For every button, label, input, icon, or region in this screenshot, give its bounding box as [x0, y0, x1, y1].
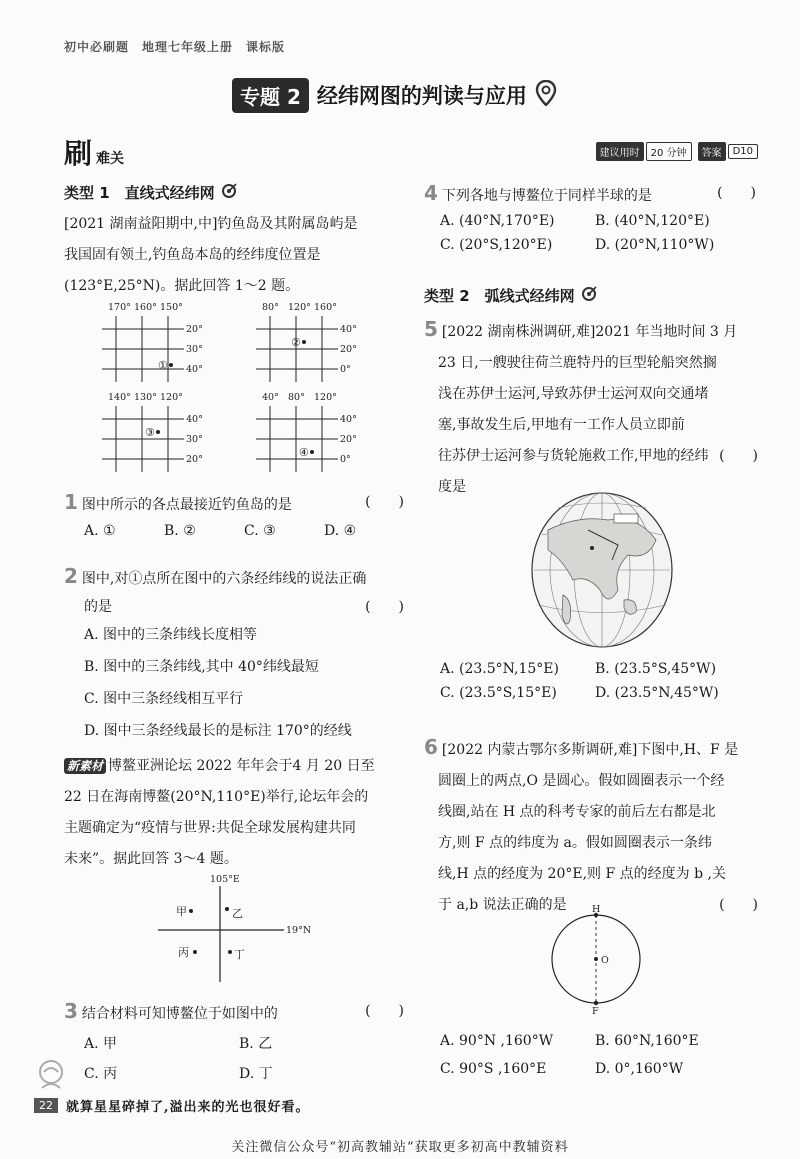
material-line: 22 日在海南博鳌(20°N,110°E)举行,论坛年会的 [64, 789, 369, 805]
location-point [302, 340, 306, 344]
question-2 [64, 562, 404, 621]
latitude-label: 20° [186, 454, 203, 465]
option-c[interactable]: C. (20°S,120°E) [440, 237, 553, 253]
point-label: 丙 [178, 946, 189, 959]
question-5 [424, 314, 758, 503]
topic-title-bar [232, 78, 557, 112]
question-line: [2022 内蒙古鄂尔多斯调研,难]下图中,H、F 是 [441, 742, 739, 758]
question-text: 图中,对①点所在图中的六条经纬线的说法正确 [81, 571, 367, 587]
option-d[interactable]: D. 图中三条经线最长的是标注 170°的经线 [84, 723, 352, 739]
option-d[interactable]: D. 丁 [239, 1066, 273, 1082]
point-marker-label: ④ [299, 446, 309, 459]
point-label: 乙 [232, 907, 243, 920]
question-3 [64, 997, 404, 1028]
q5-options [440, 661, 750, 701]
latitude-label: 40° [186, 364, 203, 375]
answer-bracket: ( ) [717, 185, 756, 201]
option-b[interactable]: B. 60°N,160°E [595, 1033, 699, 1049]
option-c[interactable]: C. 图中三条经线相互平行 [84, 691, 244, 707]
option-a[interactable]: A. 甲 [84, 1036, 118, 1052]
longitude-label: 160° [314, 302, 337, 313]
longitude-label: 40° [262, 392, 279, 403]
intro-line: 我国固有领土,钓鱼岛本岛的经纬度位置是 [64, 247, 321, 263]
q3-options [84, 1033, 394, 1083]
option-c[interactable]: C. 90°S ,160°E [440, 1061, 547, 1077]
time-label: 建议用时 [596, 142, 644, 161]
longitude-label: 80° [262, 302, 279, 313]
question-line: 方,则 F 点的纬度为 a。假如圆圈表示一条纬 [438, 835, 712, 851]
q2-options [84, 619, 414, 747]
answer-bracket: ( ) [365, 1003, 404, 1019]
latitude-label: 0° [340, 364, 351, 375]
latitude-label: 40° [340, 414, 357, 425]
type2-title-text: 类型 2 弧线式经纬网 [424, 287, 575, 305]
question-number: 1 [64, 490, 78, 514]
answer-bracket: ( ) [719, 897, 758, 913]
option-c[interactable]: C. 丙 [84, 1066, 118, 1082]
question-line: [2022 湖南株洲调研,难]2021 年当地时间 3 月 [441, 324, 738, 340]
longitude-label: 80° [288, 392, 305, 403]
longitude-label: 140° [108, 392, 131, 403]
question-1 [64, 488, 404, 519]
option-a[interactable]: A. 图中的三条纬线长度相等 [84, 627, 258, 643]
longitude-label: 130° [134, 392, 157, 403]
series-header: 初中必刷题 地理七年级上册 课标版 [64, 40, 286, 54]
target-icon [581, 286, 597, 306]
latitude-label: 40° [340, 324, 357, 335]
question-line: 浅在苏伊士运河,导致苏伊士运河双向交通堵 [438, 386, 709, 402]
footer-wechat-note: 关注微信公众号“初高教辅站”获取更多初高中教辅资料 [231, 1140, 569, 1155]
latitude-label: 40° [186, 414, 203, 425]
option-c[interactable]: C. ③ [244, 523, 276, 539]
option-d[interactable]: D. ④ [324, 523, 357, 539]
material-line: 主题确定为“疫情与世界:共促全球发展构建共同 [64, 820, 356, 836]
answer-bracket: ( ) [365, 599, 404, 615]
question-text: 结合材料可知博鳌位于如图中的 [81, 1006, 278, 1022]
question-number: 4 [424, 181, 438, 205]
option-c[interactable]: C. (23.5°S,15°E) [440, 685, 557, 701]
answer-bracket: ( ) [719, 448, 758, 464]
question-4 [424, 179, 756, 210]
type1-intro [64, 209, 408, 302]
question-line: 于 a,b 说法正确的是 [438, 897, 567, 913]
option-b[interactable]: B. (40°N,120°E) [595, 213, 710, 229]
latitude-label: 20° [186, 324, 203, 335]
question-line: 圆圈上的两点,O 是圆心。假如圆圈表示一个经 [438, 773, 725, 789]
difficulty-level: 难关 [96, 151, 125, 167]
type1-title [64, 182, 237, 203]
option-d[interactable]: D. 0°,160°W [595, 1061, 684, 1077]
intro-line: (123°E,25°N)。据此回答 1～2 题。 [64, 278, 300, 294]
point-f-label: F [592, 1006, 599, 1015]
point-marker-label: ③ [145, 426, 155, 439]
option-b[interactable]: B. 乙 [239, 1036, 273, 1052]
longitude-label: 150° [160, 302, 183, 313]
option-a[interactable]: A. ① [84, 523, 116, 539]
option-a[interactable]: A. 90°N ,160°W [440, 1033, 554, 1049]
lat-lon-grid-maps [90, 298, 390, 473]
intro-line: [2021 湖南益阳期中,中]钓鱼岛及其附属岛屿是 [64, 216, 358, 232]
option-b[interactable]: B. 图中的三条纬线,其中 40°纬线最短 [84, 659, 319, 675]
question-line: 23 日,一艘驶往荷兰鹿特丹的巨型轮船突然搁 [438, 355, 717, 371]
question-line: 线圈,站在 H 点的科考专家的前后左右都是北 [438, 804, 716, 820]
location-point [310, 450, 314, 454]
question-number: 3 [64, 999, 78, 1023]
latitude-label: 30° [186, 344, 203, 355]
target-icon [221, 183, 237, 203]
circle-diagram [548, 903, 648, 1015]
option-d[interactable]: D. (23.5°N,45°W) [595, 685, 719, 701]
topic-title: 经纬网图的判读与应用 [316, 84, 527, 108]
page-number: 22 [34, 1098, 58, 1113]
brush-char: 刷 [64, 137, 93, 170]
latitude-label: 20° [340, 344, 357, 355]
question-number: 2 [64, 564, 78, 588]
time-value: 20 分钟 [646, 142, 692, 161]
new-material-passage [64, 751, 408, 875]
point-marker-label: ① [158, 359, 168, 372]
longitude-label: 160° [134, 302, 157, 313]
question-number: 5 [424, 317, 438, 341]
time-answer-tags [596, 142, 758, 161]
meridian-label: 105°E [210, 874, 240, 885]
grid-map-1 [102, 302, 203, 382]
question-line: 度是 [438, 479, 466, 495]
question-text: 的是 [84, 599, 112, 615]
point-label: 甲 [176, 905, 187, 918]
q6-options [440, 1033, 750, 1077]
question-6 [424, 732, 758, 921]
material-line: 博鳌亚洲论坛 2022 年年会于4 月 20 日至 [108, 758, 375, 774]
new-material-tag: 新素材 [64, 758, 106, 774]
answer-label: 答案 [698, 142, 726, 161]
option-d[interactable]: D. (20°N,110°W) [595, 237, 715, 253]
material-line: 未来”。据此回答 3～4 题。 [64, 851, 238, 867]
option-b[interactable]: B. ② [164, 523, 196, 539]
globe-map-figure [528, 490, 676, 650]
cross-coordinate-map [150, 872, 320, 987]
longitude-label: 120° [314, 392, 337, 403]
parallel-label: 19°N [286, 925, 312, 936]
question-line: 线,H 点的经度为 20°E,则 F 点的经度为 b ,关 [438, 866, 726, 882]
point-label: 丁 [234, 948, 245, 961]
point-o-label: O [601, 955, 609, 966]
option-a[interactable]: A. (23.5°N,15°E) [440, 661, 559, 677]
latitude-label: 0° [340, 454, 351, 465]
question-line: 塞,事故发生后,甲地有一工作人员立即前 [438, 417, 685, 433]
answer-bracket: ( ) [365, 494, 404, 510]
question-text: 图中所示的各点最接近钓鱼岛的是 [81, 497, 292, 513]
q1-options [84, 523, 404, 539]
difficulty-heading [64, 132, 124, 172]
type2-title [424, 285, 597, 306]
mascot-icon [36, 1058, 66, 1098]
map-pin-icon [535, 80, 557, 110]
location-point [169, 363, 173, 367]
question-text: 下列各地与博鳌位于同样半球的是 [441, 188, 652, 204]
question-line: 往苏伊士运河参与货轮施救工作,甲地的经纬 [438, 448, 709, 464]
longitude-label: 170° [108, 302, 131, 313]
location-point [156, 430, 160, 434]
point-h-label: H [592, 904, 601, 915]
answer-value: D10 [728, 144, 758, 159]
question-number: 6 [424, 735, 438, 759]
point-marker-label: ② [291, 336, 301, 349]
longitude-label: 120° [160, 392, 183, 403]
footer-quote: 就算星星碎掉了,溢出来的光也很好看。 [66, 1100, 310, 1115]
topic-number-box: 专题 2 [232, 78, 309, 113]
q4-options [440, 213, 750, 253]
option-a[interactable]: A. (40°N,170°E) [440, 213, 555, 229]
grid-map-2 [256, 302, 357, 382]
latitude-label: 30° [186, 434, 203, 445]
grid-map-3 [102, 392, 203, 472]
longitude-label: 120° [288, 302, 311, 313]
grid-map-4 [256, 392, 357, 472]
latitude-label: 20° [340, 434, 357, 445]
option-b[interactable]: B. (23.5°S,45°W) [595, 661, 717, 677]
type1-title-text: 类型 1 直线式经纬网 [64, 184, 215, 202]
